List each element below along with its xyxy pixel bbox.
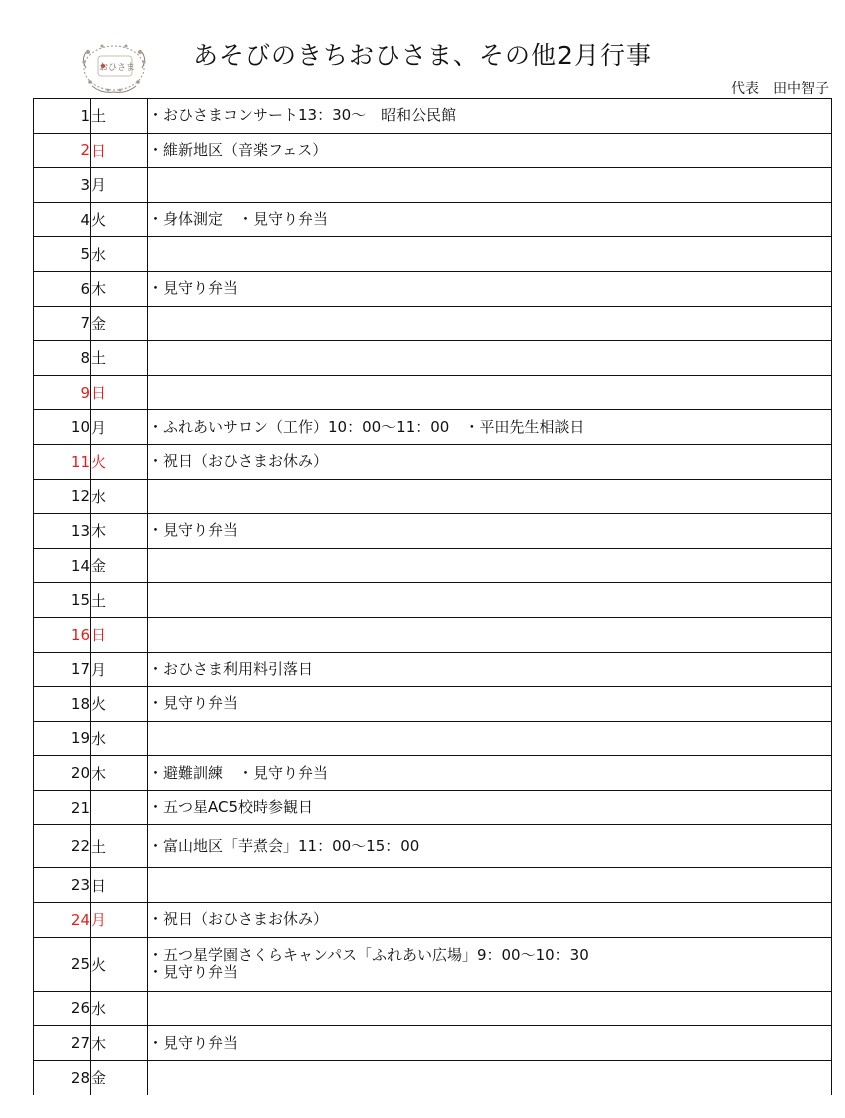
weekday: 土 <box>91 99 148 134</box>
table-row <box>34 168 832 203</box>
day-number: 16 <box>34 617 91 652</box>
event-cell <box>148 237 832 272</box>
event-item: ・祝日（おひさまお休み） <box>148 452 329 471</box>
table-row <box>34 237 832 272</box>
table-row <box>34 617 832 652</box>
event-cell <box>148 868 832 903</box>
weekday: 金 <box>91 306 148 341</box>
weekday: 火 <box>91 444 148 479</box>
page-title: あそびのきちおひさま、その他2月行事 <box>193 41 652 70</box>
weekday: 水 <box>91 237 148 272</box>
weekday: 水 <box>91 991 148 1026</box>
event-cell <box>148 341 832 376</box>
table-row <box>34 133 832 168</box>
weekday: 木 <box>91 1026 148 1061</box>
event-cell <box>148 168 832 203</box>
weekday: 月 <box>91 903 148 938</box>
weekday: 日 <box>91 133 148 168</box>
event-cell <box>148 410 832 445</box>
event-item: ・維新地区（音楽フェス） <box>148 140 328 159</box>
event-cell <box>148 937 832 991</box>
day-number: 22 <box>34 825 91 868</box>
table-row <box>34 202 832 237</box>
event-cell <box>148 617 832 652</box>
day-number: 4 <box>34 202 91 237</box>
day-number: 19 <box>34 721 91 756</box>
event-cell <box>148 375 832 410</box>
weekday: 水 <box>91 479 148 514</box>
day-number: 9 <box>34 375 91 410</box>
table-row <box>34 1026 832 1061</box>
event-item: ・富山地区「芋煮会」11：00～15：00 <box>148 836 420 855</box>
representative-name: 代表 田中智子 <box>731 81 829 97</box>
day-number: 23 <box>34 868 91 903</box>
day-number: 26 <box>34 991 91 1026</box>
day-number: 27 <box>34 1026 91 1061</box>
weekday: 日 <box>91 617 148 652</box>
weekday: 月 <box>91 652 148 687</box>
event-item: ・見守り弁当 <box>148 521 239 540</box>
event-item: ・五つ星AC5校時参観日 <box>148 798 314 817</box>
event-cell <box>148 903 832 938</box>
svg-text:おひさま: おひさま <box>98 63 136 73</box>
event-cell <box>148 306 832 341</box>
table-row <box>34 721 832 756</box>
event-cell <box>148 202 832 237</box>
day-number: 18 <box>34 687 91 722</box>
table-row <box>34 514 832 549</box>
event-cell <box>148 479 832 514</box>
weekday: 水 <box>91 721 148 756</box>
day-number: 11 <box>34 444 91 479</box>
event-cell <box>148 721 832 756</box>
table-row <box>34 1060 832 1095</box>
weekday: 月 <box>91 168 148 203</box>
weekday: 木 <box>91 271 148 306</box>
weekday: 土 <box>91 341 148 376</box>
table-row <box>34 410 832 445</box>
event-item: ・ふれあいサロン（工作）10：00～11：00 ・平田先生相談日 <box>148 417 585 436</box>
event-cell <box>148 756 832 791</box>
event-cell <box>148 133 832 168</box>
weekday: 火 <box>91 687 148 722</box>
table-row <box>34 937 832 991</box>
event-item: ・祝日（おひさまお休み） <box>148 910 329 929</box>
table-row <box>34 991 832 1026</box>
event-cell <box>148 1060 832 1095</box>
weekday: 金 <box>91 1060 148 1095</box>
event-item: ・見守り弁当 <box>148 694 239 713</box>
table-row <box>34 868 832 903</box>
table-row <box>34 99 832 134</box>
day-number: 1 <box>34 99 91 134</box>
event-item: ・おひさま利用料引落日 <box>148 659 314 678</box>
event-calendar-table <box>33 98 832 1095</box>
event-item: ・五つ星学園さくらキャンパス「ふれあい広場」9：00～10：30 <box>148 946 589 965</box>
weekday: 日 <box>91 375 148 410</box>
weekday: 木 <box>91 756 148 791</box>
event-cell <box>148 99 832 134</box>
weekday: 月 <box>91 410 148 445</box>
weekday: 土 <box>91 583 148 618</box>
weekday: 金 <box>91 548 148 583</box>
event-item: ・おひさまコンサート13：30～ 昭和公民館 <box>148 106 457 125</box>
event-cell <box>148 444 832 479</box>
day-number: 20 <box>34 756 91 791</box>
table-row <box>34 756 832 791</box>
event-item: ・避難訓練 ・見守り弁当 <box>148 763 329 782</box>
table-row <box>34 583 832 618</box>
day-number: 17 <box>34 652 91 687</box>
event-cell <box>148 548 832 583</box>
table-row <box>34 444 832 479</box>
table-row <box>34 548 832 583</box>
table-row <box>34 687 832 722</box>
weekday: 土 <box>91 825 148 868</box>
day-number: 14 <box>34 548 91 583</box>
day-number: 28 <box>34 1060 91 1095</box>
event-cell <box>148 514 832 549</box>
day-number: 21 <box>34 790 91 825</box>
table-row <box>34 790 832 825</box>
day-number: 3 <box>34 168 91 203</box>
table-row <box>34 375 832 410</box>
event-cell <box>148 652 832 687</box>
day-number: 6 <box>34 271 91 306</box>
table-row <box>34 306 832 341</box>
event-cell <box>148 687 832 722</box>
table-row <box>34 271 832 306</box>
day-number: 15 <box>34 583 91 618</box>
weekday: 火 <box>91 937 148 991</box>
day-number: 25 <box>34 937 91 991</box>
weekday: 火 <box>91 202 148 237</box>
day-number: 10 <box>34 410 91 445</box>
table-row <box>34 652 832 687</box>
event-cell <box>148 271 832 306</box>
weekday <box>91 790 148 825</box>
weekday: 日 <box>91 868 148 903</box>
day-number: 8 <box>34 341 91 376</box>
event-cell <box>148 583 832 618</box>
day-number: 12 <box>34 479 91 514</box>
event-item: ・見守り弁当 <box>148 963 239 982</box>
table-row <box>34 479 832 514</box>
table-row <box>34 903 832 938</box>
event-cell <box>148 991 832 1026</box>
event-cell <box>148 1026 832 1061</box>
event-item: ・見守り弁当 <box>148 279 239 298</box>
table-row <box>34 825 832 868</box>
event-cell <box>148 790 832 825</box>
day-number: 2 <box>34 133 91 168</box>
table-row <box>34 341 832 376</box>
day-number: 7 <box>34 306 91 341</box>
weekday: 木 <box>91 514 148 549</box>
event-cell <box>148 825 832 868</box>
event-item: ・身体測定 ・見守り弁当 <box>148 210 329 229</box>
event-item: ・見守り弁当 <box>148 1033 239 1052</box>
day-number: 5 <box>34 237 91 272</box>
day-number: 24 <box>34 903 91 938</box>
day-number: 13 <box>34 514 91 549</box>
